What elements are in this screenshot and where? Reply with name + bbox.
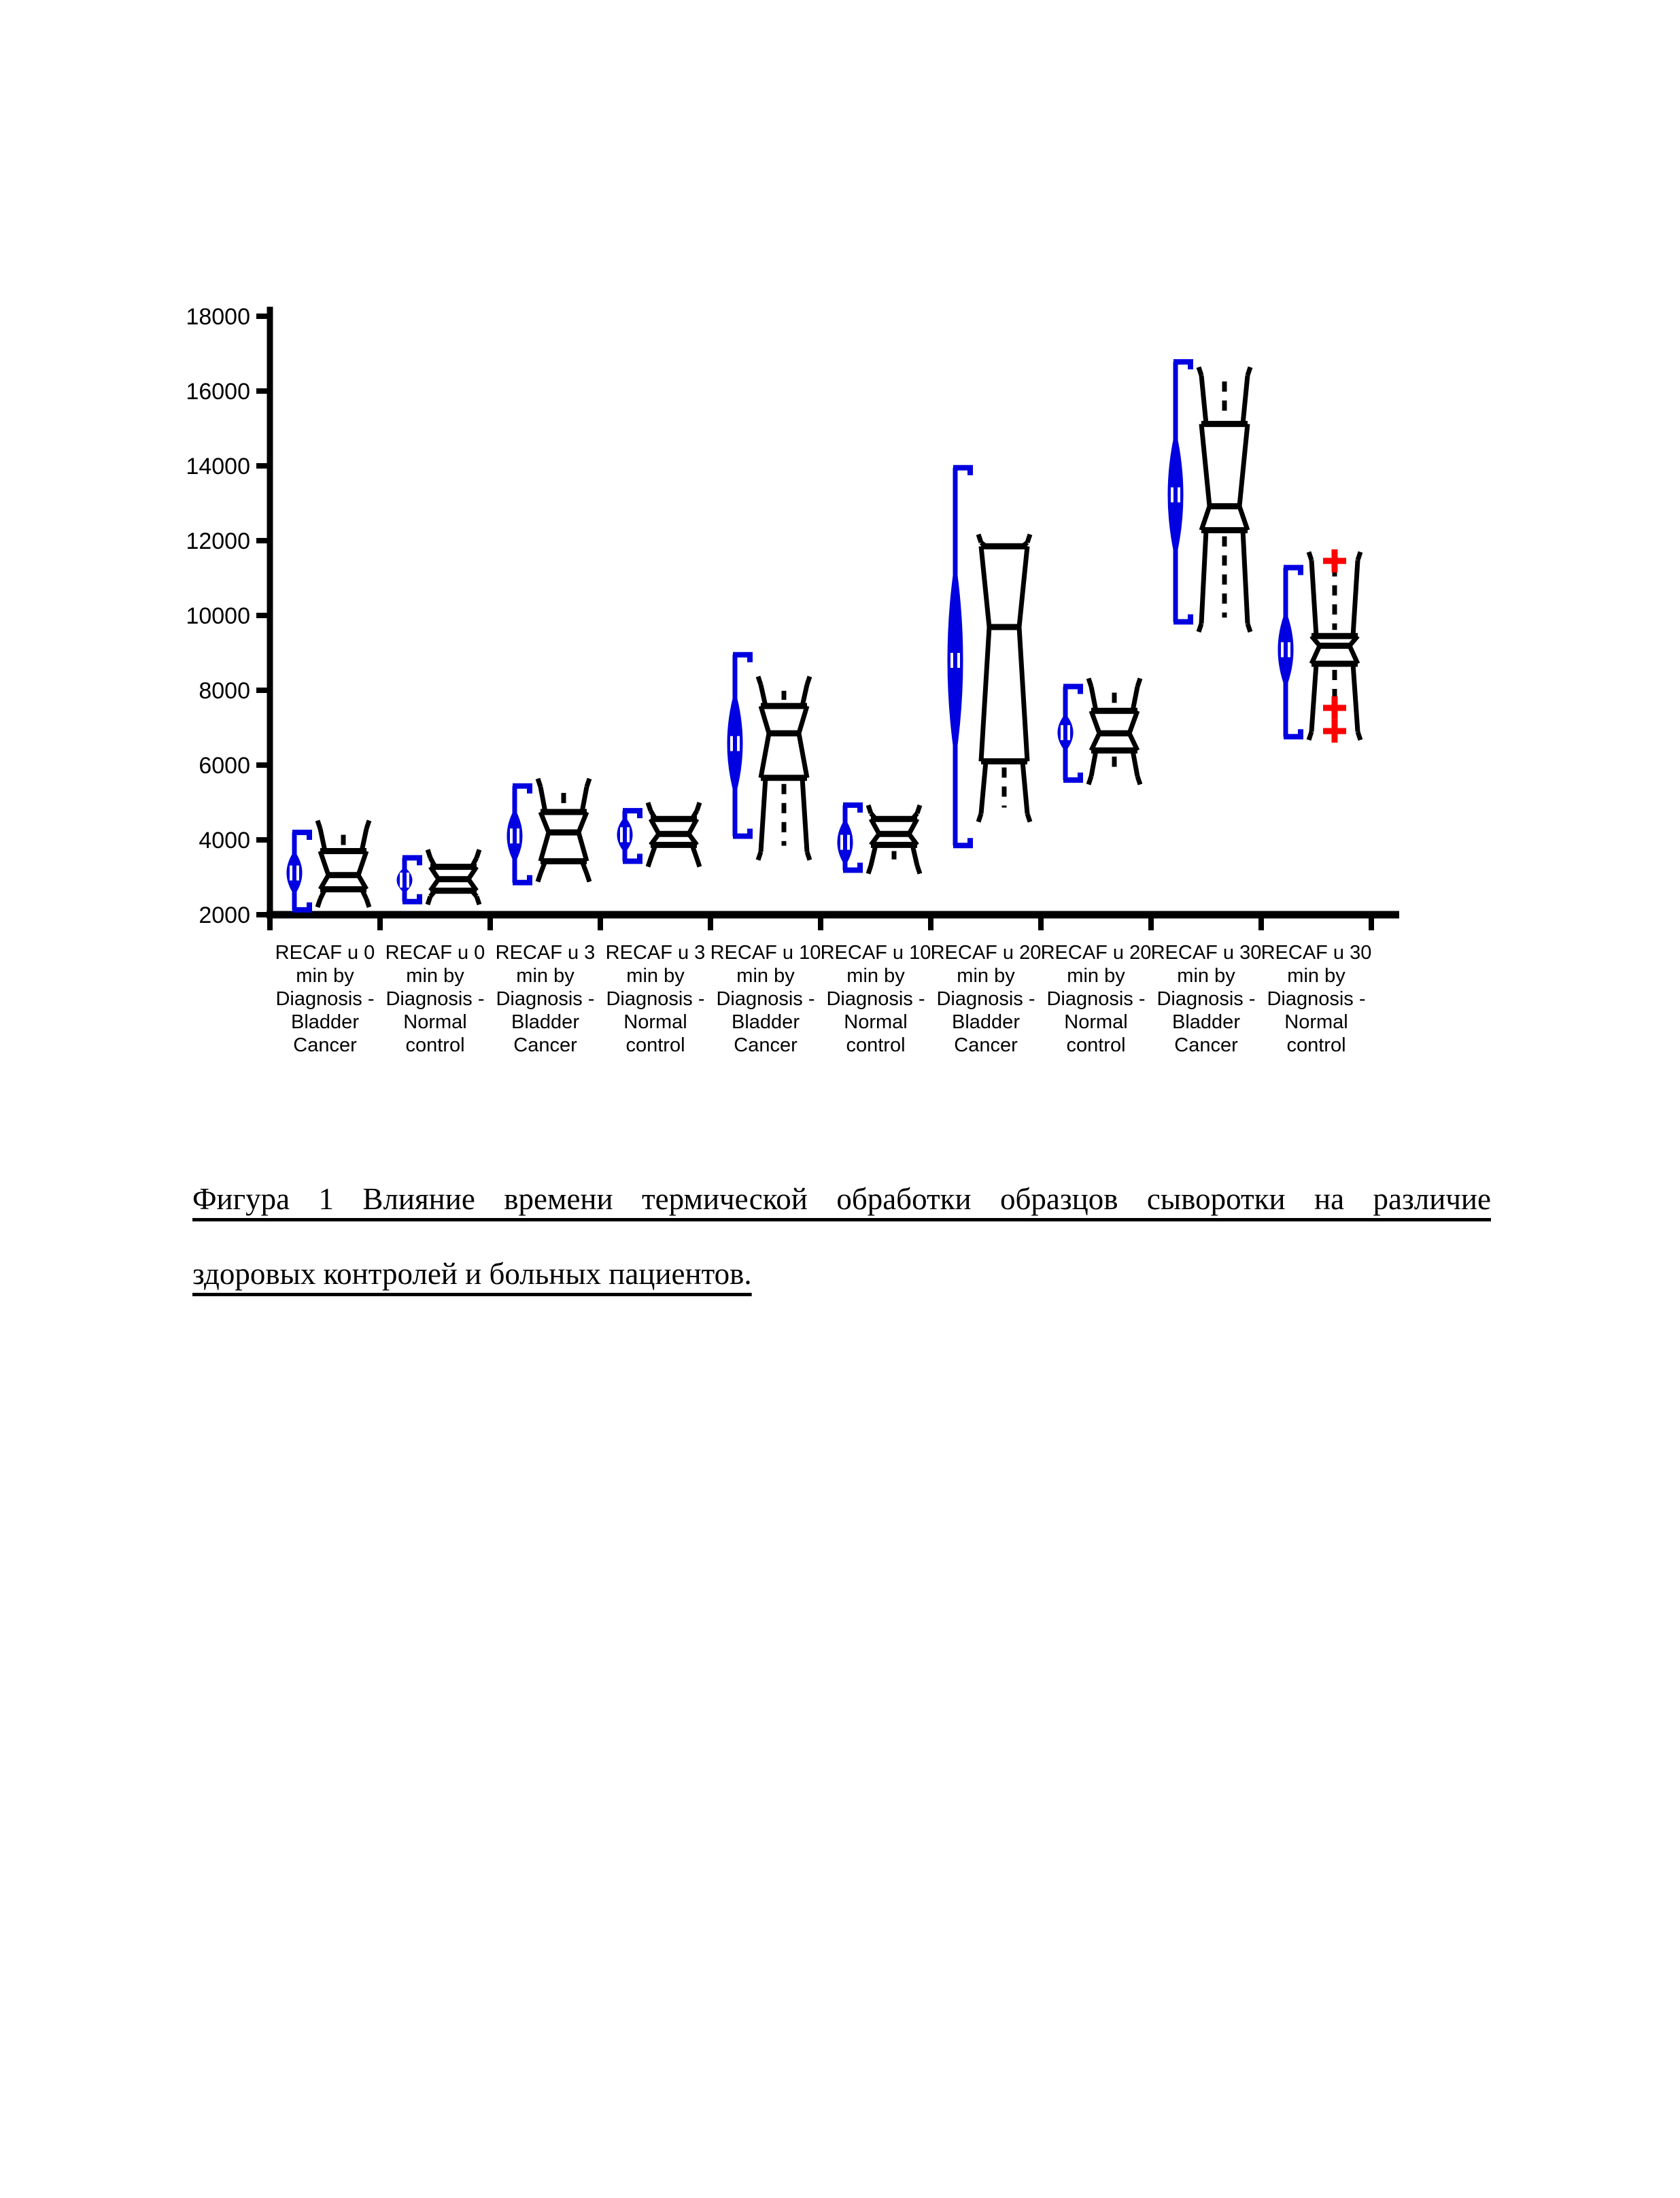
y-tick-label: 18000 xyxy=(186,304,250,330)
x-category-label: RECAF u 30 xyxy=(1261,942,1372,964)
box-lower-whisker xyxy=(648,845,700,866)
violin-quartile-marker xyxy=(290,866,292,881)
violin-quartile-marker xyxy=(1171,488,1173,503)
violin-quartile-marker xyxy=(400,873,402,887)
caption-line-1: Фигура 1 Влияние времени термической обработки образцов сыворотки на различие xyxy=(192,1182,1491,1216)
outlier-plus xyxy=(1323,720,1346,743)
caption-line-2: здоровых контролей и больных пациентов. xyxy=(192,1257,752,1291)
violin-quartile-marker xyxy=(1067,725,1070,740)
x-category-label: Diagnosis - xyxy=(936,988,1035,1010)
x-category-label: RECAF u 10 xyxy=(710,942,821,964)
x-category-label: control xyxy=(625,1034,685,1056)
y-tick-label: 12000 xyxy=(186,528,250,554)
box-sides xyxy=(1201,424,1248,530)
violin-quartile-marker xyxy=(296,866,299,881)
violin-body xyxy=(838,820,853,864)
y-tick-label: 6000 xyxy=(199,753,250,779)
violin-quartile-marker xyxy=(510,828,513,843)
x-category-label: control xyxy=(1286,1034,1346,1056)
x-category-label: control xyxy=(405,1034,465,1056)
violin-quartile-marker xyxy=(1178,488,1180,503)
violin-quartile-marker xyxy=(517,828,519,843)
x-category-label: Cancer xyxy=(513,1034,577,1056)
box-lower-whisker xyxy=(1088,751,1140,785)
x-category-label: RECAF u 30 xyxy=(1150,942,1262,964)
x-category-label: Cancer xyxy=(954,1034,1018,1056)
x-category-label: Normal xyxy=(623,1011,687,1033)
violin-body xyxy=(1279,612,1293,688)
x-category-label: Diagnosis - xyxy=(496,988,595,1010)
x-category-label: Normal xyxy=(1284,1011,1348,1033)
x-category-label: Bladder xyxy=(952,1011,1020,1033)
figure-caption xyxy=(192,1179,1491,1294)
x-category-label: min by xyxy=(406,965,464,987)
x-category-label: Diagnosis - xyxy=(1156,988,1256,1010)
violin-quartile-marker xyxy=(1061,725,1063,740)
x-category-label: Cancer xyxy=(734,1034,798,1056)
x-category-label: RECAF u 10 xyxy=(820,942,931,964)
x-category-label: min by xyxy=(957,965,1015,987)
box-lower-whisker xyxy=(538,861,589,881)
x-category-label: min by xyxy=(1287,965,1345,987)
x-category-label: Diagnosis - xyxy=(1046,988,1146,1010)
box-sides xyxy=(1312,636,1358,664)
x-category-label: Bladder xyxy=(732,1011,800,1033)
outlier-plus xyxy=(1323,696,1346,720)
x-category-label: Diagnosis - xyxy=(385,988,485,1010)
x-category-label: min by xyxy=(1177,965,1235,987)
x-category-label: control xyxy=(846,1034,906,1056)
x-category-label: Cancer xyxy=(1174,1034,1238,1056)
violin-quartile-marker xyxy=(1288,642,1290,657)
box-upper-whisker xyxy=(1199,367,1250,424)
x-category-label: min by xyxy=(626,965,685,987)
violin-body xyxy=(1169,433,1183,558)
x-category-label: min by xyxy=(296,965,354,987)
violin-quartile-marker xyxy=(957,653,960,668)
x-category-label: Normal xyxy=(403,1011,467,1033)
x-category-label: RECAF u 0 xyxy=(275,942,375,964)
y-tick-label: 2000 xyxy=(199,902,250,928)
y-tick-label: 8000 xyxy=(199,678,250,704)
x-category-label: RECAF u 20 xyxy=(1040,942,1152,964)
violin-quartile-marker xyxy=(737,736,740,751)
box-sides xyxy=(761,706,807,778)
violin-body xyxy=(398,868,412,892)
violin-quartile-marker xyxy=(950,653,953,668)
x-category-label: Diagnosis - xyxy=(716,988,815,1010)
x-category-label: Cancer xyxy=(293,1034,357,1056)
x-category-label: Bladder xyxy=(1172,1011,1240,1033)
x-category-label: RECAF u 3 xyxy=(605,942,706,964)
y-tick-label: 16000 xyxy=(186,379,250,405)
x-category-label: RECAF u 0 xyxy=(385,942,485,964)
x-category-label: Diagnosis - xyxy=(275,988,375,1010)
x-category-label: RECAF u 20 xyxy=(930,942,1042,964)
violin-body xyxy=(618,817,632,851)
x-category-label: Bladder xyxy=(511,1011,579,1033)
violin-quartile-marker xyxy=(847,835,850,850)
violin-body xyxy=(948,563,963,758)
violin-quartile-marker xyxy=(627,827,630,842)
x-category-label: control xyxy=(1066,1034,1126,1056)
violin-quartile-marker xyxy=(1281,642,1284,657)
box-sides xyxy=(981,546,1027,761)
x-category-label: min by xyxy=(736,965,795,987)
violin-body xyxy=(288,852,302,894)
violin-quartile-marker xyxy=(407,873,409,887)
x-category-label: Diagnosis - xyxy=(606,988,705,1010)
violin-quartile-marker xyxy=(730,736,733,751)
box-sides xyxy=(320,851,366,890)
y-tick-label: 4000 xyxy=(199,828,250,853)
x-category-label: Diagnosis - xyxy=(1267,988,1366,1010)
x-category-label: Normal xyxy=(1064,1011,1128,1033)
x-category-label: Bladder xyxy=(291,1011,359,1033)
violin-quartile-marker xyxy=(620,827,623,842)
y-tick-label: 10000 xyxy=(186,603,250,629)
violin-body xyxy=(728,692,742,795)
x-category-label: Diagnosis - xyxy=(826,988,925,1010)
x-category-label: Normal xyxy=(844,1011,908,1033)
violin-body xyxy=(1059,715,1073,751)
box-sides xyxy=(541,812,587,861)
violin-body xyxy=(508,810,522,862)
y-tick-label: 14000 xyxy=(186,454,250,479)
outlier-plus xyxy=(1323,550,1346,573)
violin-quartile-marker xyxy=(840,835,843,850)
x-category-label: min by xyxy=(1067,965,1125,987)
x-category-label: min by xyxy=(846,965,905,987)
x-category-label: min by xyxy=(516,965,575,987)
x-category-label: RECAF u 3 xyxy=(495,942,596,964)
